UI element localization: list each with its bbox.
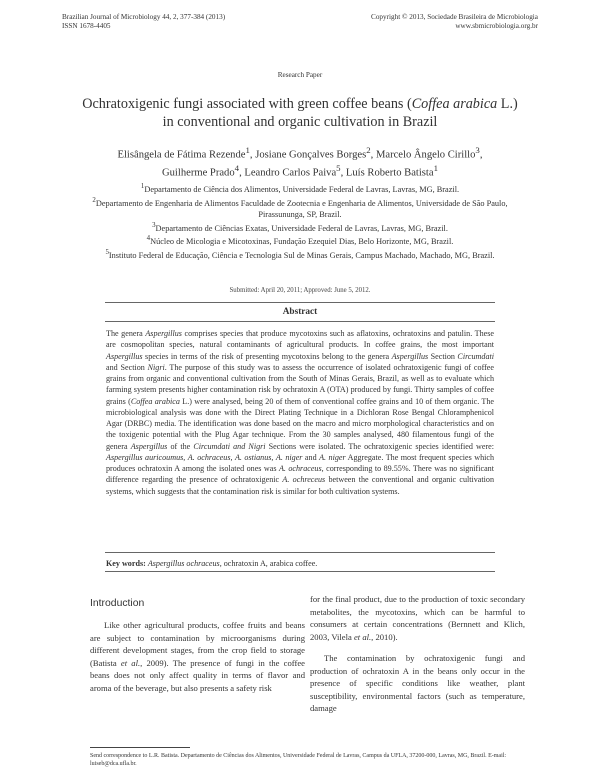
affiliation-list [70,181,530,261]
abstract-text: , [230,452,235,462]
body-column-right [310,593,525,715]
title-text: in conventional and organic cultivation in Brazil [162,114,438,130]
affiliation [70,247,530,261]
author-sup: 2 [366,145,371,155]
author-sup: 4 [234,163,240,174]
affiliation [70,220,530,234]
author-name: Marcelo Ângelo Cirillo [375,149,476,161]
abstract-text: , corresponding to 89.55%. There was no significant difference regarding the presence of ochratoxigenic [106,464,494,485]
abstract-text: of the [167,441,194,451]
abstract-text: Aggregate. The most frequent species which produces ochratoxin A among the isolated ones was [106,452,495,473]
abstract-italic: Nigri [147,362,165,372]
journal-citation: Brazilian Journal of Microbiology 44, 2, 377-384 (2013) [62,13,226,21]
title-text: L.) [497,96,518,112]
abstract-text: L.) were analysed, being 20 of them of conventional coffee grains and 10 of them organic. The microbiological analysis was done with the Direct Plating Technique in a Dichloran Rose Bengal Chloramphenicol Agar (DRBC) media. The identification was done based on the macro and micro morphological characteristics and on the toxigenic potential with the Plug Agar technique. From the 30 samples analysed, 480 filamentous fungi of the genera [106,396,495,451]
author-list: Elisângela de Fátima Rezende$^1$, Josiane Gonçalves Borges$^2$, Marcelo Ângelo Cirillo$^3$, Guilherme Prado$^4$, Leandro Carlos Paiva$^5$, Luís Roberto Batista$^1$ [117,145,483,179]
abstract-text: , [183,452,188,462]
abstract-italic: Circumdati [457,351,494,361]
abstract-bottom-rule [105,552,495,553]
abstract-text: species in terms of the risk of presenting mycotoxins belong to the genera [142,351,392,361]
paragraph-italic: et al. [120,657,141,668]
abstract-italic: Coffea arabica [130,396,180,406]
affiliation-sup: 1 [140,183,145,190]
abstract-italic: A. ostianus [234,452,272,462]
abstract-heading: Abstract [282,307,318,317]
paragraph-text: , 2010). [371,631,398,642]
abstract-text: Sections were isolated. The ochratoxigenic species identified were: [265,441,495,451]
abstract-body [106,328,494,497]
paragraph-text: , 2009). The presence of fungi in the coffee beans does not only affect quality in terms of flavor and aroma of the beverage, but also presents a safety risk [90,657,305,693]
article-type: Research Paper [277,71,323,79]
author-sup: 3 [475,145,480,155]
abstract-text: and [302,452,320,462]
body-column-left [90,619,305,694]
abstract-text: and Section [106,362,148,372]
keywords-bottom-rule [105,571,495,572]
affiliation-text: Departamento de Engenharia de Alimentos Faculdade de Zootecnia e Engenharia de Alimentos, Universidade de São Paulo, Pirassununga, SP, Brazil. [95,198,508,219]
copyright: Copyright © 2013, Sociedade Brasileira de Microbiologia [371,13,538,21]
paragraph-text: Like other agricultural products, coffee fruits and beans are subject to contamination by microorganisms during different development stages, from the crop field to storage (Batista [90,620,305,668]
keywords-rest: , ochratoxin A, arabica coffee. [219,559,318,568]
paragraph-italic: et al. [353,631,372,642]
affiliation-sup: 4 [146,235,151,243]
affiliation [70,233,530,247]
affiliation-text: Departamento de Ciência dos Alimentos, Universidade Federal de Lavras, Lavras, MG, Brazil. [144,184,460,194]
paragraph [310,593,525,643]
abstract-text: . The purpose of this study was to assess the occurrence of isolated ochratoxigenic fungi of coffee grains from organic and conventional cultivation from the South of Minas Gerais, Brazil, as well as to evaluate which farming system presents higher contamination risk by ochratoxin A (OTA) produced by fungi. Thirty samples of coffee grains ( [106,362,494,406]
abstract-italic: A. ochraceus [278,464,322,473]
issn: ISSN 1678-4405 [62,22,111,30]
author-sup: 5 [336,163,341,174]
title-text: Ochratoxigenic fungi associated with green coffee beans ( [82,96,412,112]
author-name: Leandro Carlos Paiva [244,167,337,179]
author-name: Guilherme Prado [161,167,235,179]
affiliation-sup: 2 [92,196,96,204]
affiliation [70,181,530,195]
abstract-italic: Aspergillus [130,441,168,451]
author-sup: 1 [245,145,250,155]
section-heading-introduction: Introduction [90,598,145,609]
abstract-text: comprises species that produce mycotoxins such as aflatoxins, ochratoxins and patulin. These are cosmopolitan species, natural contaminants of agricultural products. In coffee grains, the most important [106,329,494,350]
abstract-italic: A. ochreceus [282,475,326,485]
abstract-italic: Aspergillus [145,329,182,338]
submission-dates: Submitted: April 20, 2011; Approved: June 5, 2012. [229,287,371,294]
affiliation [70,195,530,220]
paragraph-text: The contamination by ochratoxigenic fungi and production of ochratoxin A in the beans only occur in the presence of specific conditions like weather, plant susceptibility, environmental factors (such as temperature, damage [310,653,525,713]
abstract-text: Section [428,351,458,361]
title-species: Coffea arabica [411,96,498,112]
correspondence-footnote: Send correspondence to L.R. Batista. Departamento de Ciências dos Alimentos, Universidade Federal de Lavras, Campus da UFLA, 37200-000, Lavras, MG, Brazil. E-mail: luiseb@dca.ufla.br. [90,753,507,768]
author-sup: 1 [433,163,438,174]
journal-website: www.sbmicrobiologia.org.br [455,22,538,30]
paragraph-text: for the final product, due to the production of toxic secondary metabolites, the mycotoxins, which can be harmful to consumers at certain concentrations (Bernnett and Klich, 2003, Vilela [310,594,525,642]
keywords-species: Aspergillus ochraceus [147,559,220,568]
abstract-text: between the conventional and organic cultivation systems, which suggests that the contamination risk is similar for both cultivation systems. [106,475,494,496]
abstract-heading-rule [105,321,495,322]
affiliation-sup: 3 [152,221,156,229]
affiliation-text: Departamento de Ciências Exatas, Universidade Federal de Lavras, Lavras, MG, Brazil. [155,223,448,233]
author-name: Luís Roberto Batista [345,167,434,179]
affiliation-text: Instituto Federal de Educação, Ciência e Tecnologia Sul de Minas Gerais, Campus Machado, Machado, MG, Brazil. [108,250,495,260]
keywords [106,558,494,569]
abstract-italic: A. niger [275,452,303,462]
abstract-text: , [271,452,276,462]
paragraph [90,619,305,694]
abstract-italic: Aspergillus auricoumus [106,452,184,462]
footnote-rule [90,747,190,748]
abstract-italic: Circumdati and Nigri [193,441,266,451]
keywords-label: Key words: [106,559,146,568]
abstract-italic: Aspergillus [106,351,143,361]
affiliation-sup: 5 [105,249,109,257]
abstract-italic: A. niger [319,452,346,462]
abstract-top-rule [105,302,495,303]
affiliation-text: Núcleo de Micologia e Micotoxinas, Fundação Ezequiel Dias, Belo Horizonte, MG, Brazil. [150,237,454,247]
abstract-text: The genera [106,329,146,338]
paragraph [310,652,525,715]
author-name: Elisângela de Fátima Rezende [117,149,246,161]
abstract-italic: A. ochraceus [187,452,231,462]
abstract-italic: Aspergillus [391,351,429,361]
article-title [50,95,550,131]
author-name: Josiane Gonçalves Borges [255,149,367,161]
